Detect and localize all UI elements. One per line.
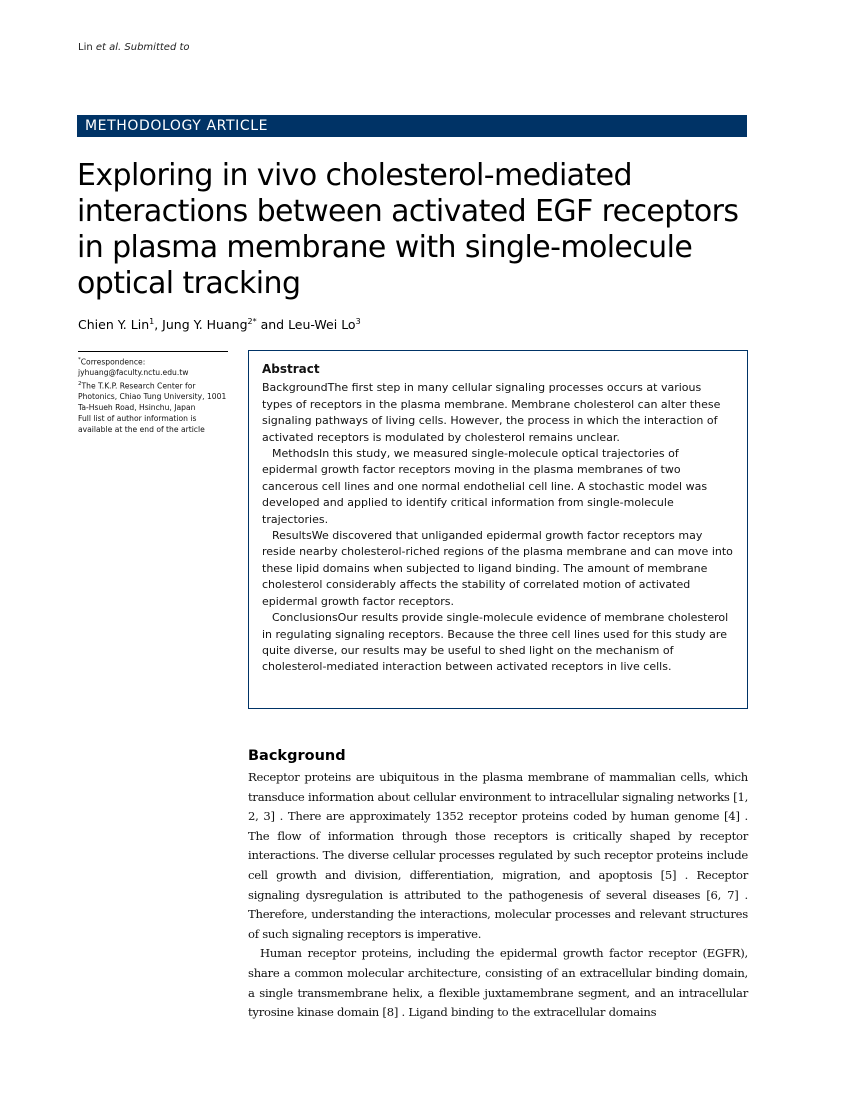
author-separator: and [256, 317, 289, 333]
article-type-banner: METHODOLOGY ARTICLE [77, 115, 747, 137]
author-name: Jung Y. Huang [162, 317, 248, 333]
paper-title: Exploring in vivo cholesterol-mediated interactions between activated EGF receptors in plasma membrane with single-molecule optical tracking [77, 158, 739, 301]
author-list [78, 317, 361, 332]
author-separator: , [154, 317, 163, 333]
running-head-journal: et al. Submitted to [95, 42, 190, 53]
author-name: Chien Y. Lin [78, 317, 150, 333]
abstract-methods: MethodsIn this study, we measured single-molecule optical trajectories of epidermal growth factor receptors moving in the plasma membranes of two cancerous cell lines and one normal endothelial cell line. A stochastic model was developed and applied to identify critical information from single-molecule trajectories. [262, 447, 708, 526]
abstract-background: BackgroundThe first step in many cellular signaling processes occurs at various types of receptors in the plasma membrane. Membrane cholesterol can alter these signaling pathways of living cells. However, the process in which the interaction of activated receptors is modulated by cholesterol remains unclear. [262, 381, 721, 444]
correspondence-email: jyhuang@faculty.nctu.edu.tw [78, 368, 189, 378]
author-affiliation-mark: 1 [149, 317, 155, 326]
affiliation: $^2$The T.K.P. Research Center for Photonics, Chiao Tung University, 1001 Ta-Hsueh Road, Hsinchu, Japan [78, 381, 227, 413]
body-paragraph: Receptor proteins are ubiquitous in the plasma membrane of mammalian cells, which transduce information about cellular environment to intracellular signaling networks [1, 2, 3] . There are approximately 1352 receptor proteins coded by human genome [4] . The flow of information through those receptors is critically shaped by receptor interactions. The diverse cellular processes regulated by such receptor proteins include cell growth and division, differentiation, migration, and apoptosis [5] . Receptor signaling dysregulation is attributed to the pathogenesis of several diseases [6, 7] . Therefore, understanding the interactions, molecular processes and relevant structures of such signaling receptors is imperative. [248, 770, 748, 941]
abstract-conclusions: ConclusionsOur results provide single-molecule evidence of membrane cholesterol in regulating signaling receptors. Because the three cell lines used for this study are quite diverse, our results may be useful to shed light on the mechanism of cholesterol-mediated interaction between activated receptors in live cells. [262, 611, 729, 674]
abstract-box [248, 350, 748, 709]
correspondence-label: *Correspondence: [78, 357, 146, 367]
correspondence-note [78, 351, 228, 436]
body-paragraph: Human receptor proteins, including the epidermal growth factor receptor (EGFR), share a common molecular architecture, consisting of an extracellular binding domain, a single transmembrane helix, a flexible juxtamembrane segment, and an intracellular tyrosine kinase domain [8] . Ligand binding to the extracellular domains [248, 946, 748, 1020]
section-body [248, 768, 748, 1023]
author-info-note: Full list of author information is available at the end of the article [78, 414, 205, 434]
abstract-results: ResultsWe discovered that unliganded epidermal growth factor receptors may reside nearby cholesterol-riched regions of the plasma membrane and can move into these lipid domains when subjected to ligand binding. The amount of membrane cholesterol considerably affects the stability of correlated motion of activated epidermal growth factor receptors. [262, 529, 733, 608]
abstract-heading: Abstract [262, 362, 320, 376]
author-name: Leu-Wei Lo [288, 317, 356, 333]
running-head [78, 42, 190, 53]
section-heading: Background [248, 748, 346, 764]
author-affiliation-mark: 2* [247, 317, 257, 326]
running-head-author: Lin [78, 42, 93, 53]
author-affiliation-mark: 3 [355, 317, 361, 326]
